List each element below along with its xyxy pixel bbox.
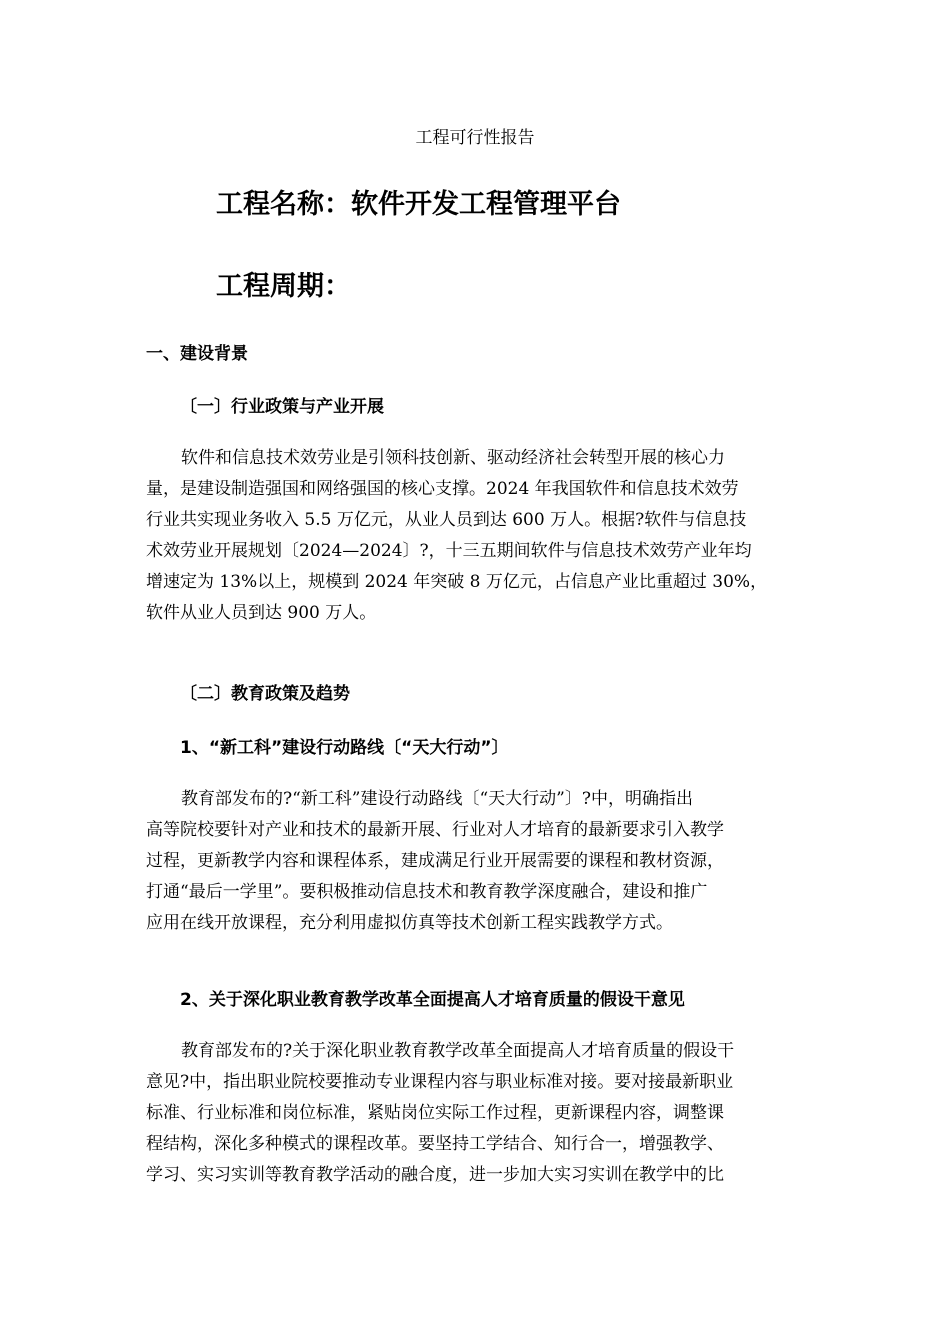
paragraph-line: 行业共实现业务收入 5.5 万亿元，从业人员到达 600 万人。根据?软件与信息技 bbox=[146, 510, 747, 530]
item-heading-new-engineering: 1、“新工科”建设行动路线〔“天大行动”〕 bbox=[180, 738, 509, 758]
paragraph-industry-policy bbox=[146, 443, 810, 629]
paragraph-line: 增速定为 13%以上，规模到 2024 年突破 8 万亿元，占信息产业比重超过 30%， bbox=[146, 572, 768, 592]
paragraph-line: 高等院校要针对产业和技术的最新开展、行业对人才培育的最新要求引入教学 bbox=[146, 820, 724, 840]
section-heading-background: 一、建设背景 bbox=[146, 344, 248, 364]
paragraph-line: 软件从业人员到达 900 万人。 bbox=[146, 603, 377, 623]
paragraph-line: 打通“最后一学里”。要积极推动信息技术和教育教学深度融合，建设和推广 bbox=[146, 882, 708, 902]
subsection-heading-education-policy: 〔二〕教育政策及趋势 bbox=[180, 684, 350, 704]
paragraph-line: 程结构，深化多种模式的课程改革。要坚持工学结合、知行合一，增强教学、 bbox=[146, 1134, 724, 1154]
project-period-heading: 工程周期： bbox=[216, 271, 351, 302]
item-heading-vocational-education: 2、关于深化职业教育教学改革全面提高人才培育质量的假设干意见 bbox=[180, 990, 685, 1010]
paragraph-vocational-education bbox=[146, 1036, 810, 1191]
paragraph-line: 学习、实习实训等教育教学活动的融合度，进一步加大实习实训在教学中的比 bbox=[146, 1165, 724, 1185]
project-name-heading: 工程名称：软件开发工程管理平台 bbox=[216, 189, 621, 220]
document-title: 工程可行性报告 bbox=[415, 128, 535, 148]
paragraph-line: 教育部发布的?“新工科”建设行动路线〔“天大行动”〕?中，明确指出 bbox=[181, 789, 693, 809]
paragraph-line: 教育部发布的?关于深化职业教育教学改革全面提高人才培育质量的假设干 bbox=[181, 1041, 735, 1061]
paragraph-line: 过程，更新教学内容和课程体系，建成满足行业开展需要的课程和教材资源， bbox=[146, 851, 724, 871]
paragraph-line: 量，是建设制造强国和网络强国的核心支撑。2024 年我国软件和信息技术效劳 bbox=[146, 479, 739, 499]
paragraph-line: 术效劳业开展规划〔2024—2024〕?，十三五期间软件与信息技术效劳产业年均 bbox=[146, 541, 752, 561]
subsection-heading-industry-policy: 〔一〕行业政策与产业开展 bbox=[180, 397, 384, 417]
paragraph-line: 标准、行业标准和岗位标准，紧贴岗位实际工作过程，更新课程内容，调整课 bbox=[146, 1103, 724, 1123]
paragraph-line: 应用在线开放课程，充分利用虚拟仿真等技术创新工程实践教学方式。 bbox=[146, 913, 673, 933]
paragraph-line: 意见?中，指出职业院校要推动专业课程内容与职业标准对接。要对接最新职业 bbox=[146, 1072, 734, 1092]
paragraph-line: 软件和信息技术效劳业是引领科技创新、驱动经济社会转型开展的核心力 bbox=[181, 448, 725, 468]
paragraph-new-engineering bbox=[146, 784, 810, 939]
